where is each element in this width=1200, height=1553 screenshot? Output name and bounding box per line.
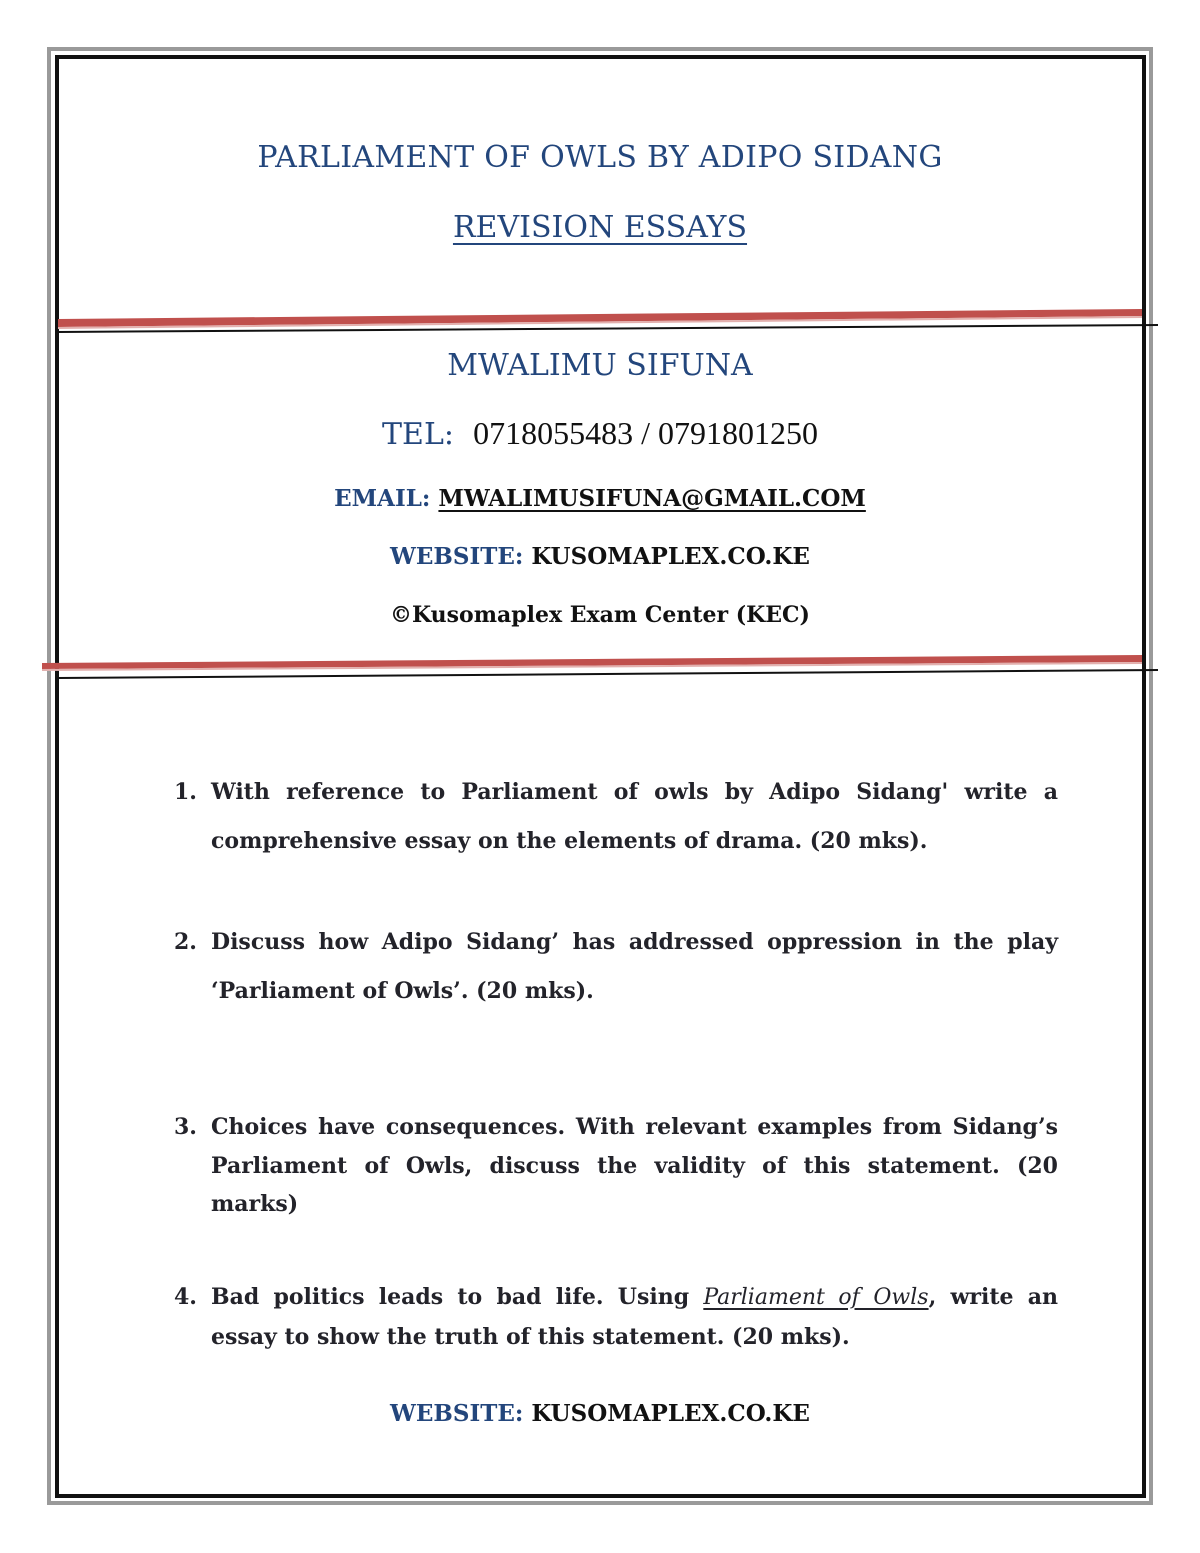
website-line-bottom	[0, 1400, 1200, 1427]
copyright-line: ©Kusomaplex Exam Center (KEC)	[390, 602, 810, 628]
question-text-before: Bad politics leads to bad life. Using	[211, 1284, 690, 1310]
website-value: KUSOMAPLEX.CO.KE	[531, 543, 810, 570]
document-title: PARLIAMENT OF OWLS BY ADIPO SIDANG	[257, 140, 943, 175]
question-item	[170, 918, 1058, 1016]
footer-website-label: WEBSITE:	[390, 1400, 524, 1427]
question-number: 4.	[174, 1284, 197, 1310]
author-name: MWALIMU SIFUNA	[447, 348, 753, 383]
website-label: WEBSITE:	[390, 543, 524, 570]
question-item	[170, 768, 1058, 866]
email-link[interactable]: MWALIMUSIFUNA@GMAIL.COM	[438, 485, 866, 512]
question-number: 3.	[174, 1114, 197, 1140]
telephone-line	[0, 415, 1200, 452]
tel-label: TEL:	[382, 417, 454, 452]
question-number: 1.	[174, 779, 197, 805]
document-subtitle: REVISION ESSAYS	[452, 210, 748, 245]
tel-value: 0718055483 / 0791801250	[473, 415, 818, 451]
email-label: EMAIL:	[334, 485, 431, 512]
question-text: Discuss how Adipo Sidang’ has addressed oppression in the play ‘Parliament of Owls’. (20 mks).	[211, 929, 1058, 1004]
question-text	[211, 1278, 1058, 1356]
play-title: Parliament of Owls	[703, 1285, 929, 1310]
question-text: With reference to Parliament of owls by Adipo Sidang' write a comprehensive essay on the elements of drama. (20 mks).	[211, 779, 1058, 854]
question-text-after: , write an essay to show the truth of this statement. (20 mks).	[211, 1284, 1058, 1350]
question-item	[170, 1108, 1058, 1224]
footer-website-value: KUSOMAPLEX.CO.KE	[531, 1400, 810, 1427]
question-item	[170, 1278, 1058, 1356]
website-line-top	[0, 543, 1200, 570]
email-line	[0, 485, 1200, 512]
question-number: 2.	[174, 929, 197, 955]
question-text: Choices have consequences. With relevant examples from Sidang’s Parliament of Owls, discuss the validity of this statement. (20 marks)	[211, 1114, 1058, 1217]
